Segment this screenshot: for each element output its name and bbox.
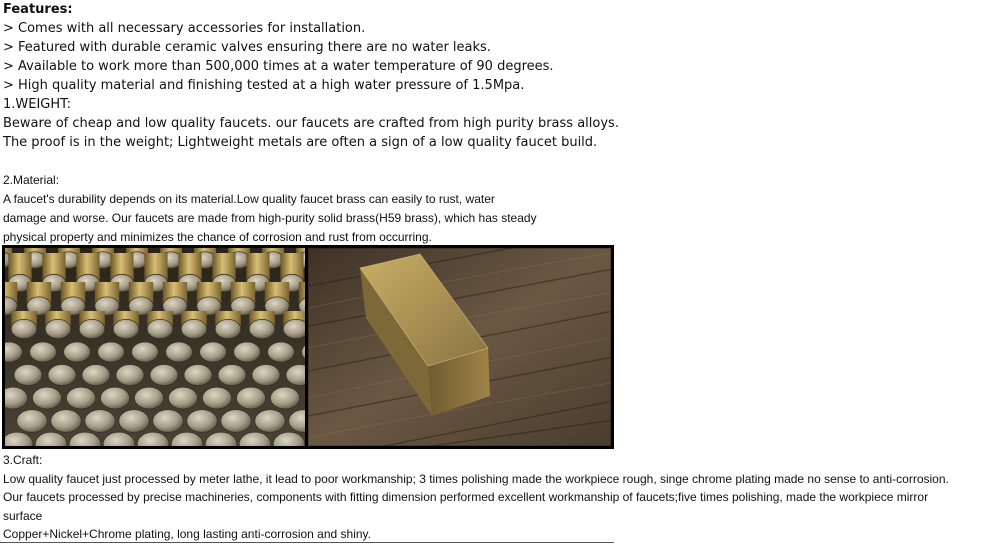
rod-end: [218, 365, 246, 386]
rod-end: [79, 319, 105, 338]
rod-end: [51, 410, 81, 433]
rod-end: [168, 387, 197, 409]
weight-line: The proof is in the weight; Lightweight metals are often a sign of a low quality faucet build.: [3, 135, 598, 150]
weight-heading: 1.WEIGHT:: [3, 97, 72, 112]
rod-end: [82, 365, 110, 386]
rod-end: [255, 410, 285, 433]
features-heading: Features:: [3, 2, 73, 17]
rod-end: [98, 342, 125, 362]
rod-end: [85, 410, 115, 433]
material-photo-strip: [2, 245, 614, 449]
material-line: A faucet's durability depends on its material.Low quality faucet brass can easily to rust, water: [3, 192, 495, 206]
rod-end: [66, 387, 95, 409]
feature-item: > Available to work more than 500,000 times at a water temperature of 90 degrees.: [3, 59, 554, 74]
rod-end: [184, 365, 212, 386]
craft-line: Low quality faucet just processed by meter lathe, it lead to poor workmanship; 3 times polishing made the workpiece rough, singe chrome plating made no sense to anti-corrosion.: [3, 471, 949, 486]
rod-end: [187, 410, 217, 433]
rod-end: [17, 410, 47, 433]
rod-end: [221, 410, 251, 433]
feature-item: > Comes with all necessary accessories for installation.: [3, 21, 366, 36]
rod-end: [202, 387, 231, 409]
material-heading: 2.Material:: [3, 173, 60, 187]
rod-end: [45, 319, 71, 338]
material-line: physical property and minimizes the chance of corrosion and rust from occurring.: [3, 230, 432, 244]
rod-end: [119, 410, 149, 433]
rod-end: [30, 342, 57, 362]
craft-heading: 3.Craft:: [3, 453, 43, 467]
craft-line: Our faucets processed by precise machineries, components with fitting dimension performed excellent workmanship of faucets;five times polishing, made the workpiece mirror: [3, 490, 929, 504]
rod-end: [64, 342, 91, 362]
bottom-divider: [0, 542, 614, 543]
rod-end: [132, 342, 159, 362]
rod-end: [236, 387, 265, 409]
rod-end: [268, 342, 295, 362]
rod-end: [150, 365, 178, 386]
rod-end: [11, 319, 37, 338]
material-line: damage and worse. Our faucets are made from high-purity solid brass(H59 brass), which has steady: [3, 211, 537, 225]
rod-end: [100, 387, 129, 409]
rod-end: [48, 365, 76, 386]
rod-end: [252, 365, 280, 386]
rod-end: [249, 319, 275, 338]
rod-end: [270, 387, 299, 409]
rod-end: [153, 410, 183, 433]
features-section: [3, 0, 993, 152]
feature-item: > High quality material and finishing tested at a high water pressure of 1.5Mpa.: [3, 78, 525, 93]
rod-end: [166, 342, 193, 362]
rod-end: [283, 319, 305, 338]
feature-item: > Featured with durable ceramic valves ensuring there are no water leaks.: [3, 40, 491, 55]
weight-line: Beware of cheap and low quality faucets. our faucets are crafted from high purity brass alloys.: [3, 116, 619, 131]
rod-end: [234, 342, 261, 362]
brass-rods-photo: [5, 248, 305, 446]
rod-end: [200, 342, 227, 362]
craft-line: Copper+Nickel+Chrome plating, long lasting anti-corrosion and shiny.: [3, 527, 371, 541]
material-section: [3, 171, 993, 247]
rod-end: [14, 365, 42, 386]
craft-line: surface: [3, 508, 43, 523]
rod-end: [147, 319, 173, 338]
craft-section: [3, 451, 998, 544]
rod-end: [181, 319, 207, 338]
rod-end: [134, 387, 163, 409]
rod-end: [113, 319, 139, 338]
rod-end: [32, 387, 61, 409]
brass-bar-on-wood-photo: [308, 248, 611, 446]
rod-end: [215, 319, 241, 338]
rod-end: [116, 365, 144, 386]
